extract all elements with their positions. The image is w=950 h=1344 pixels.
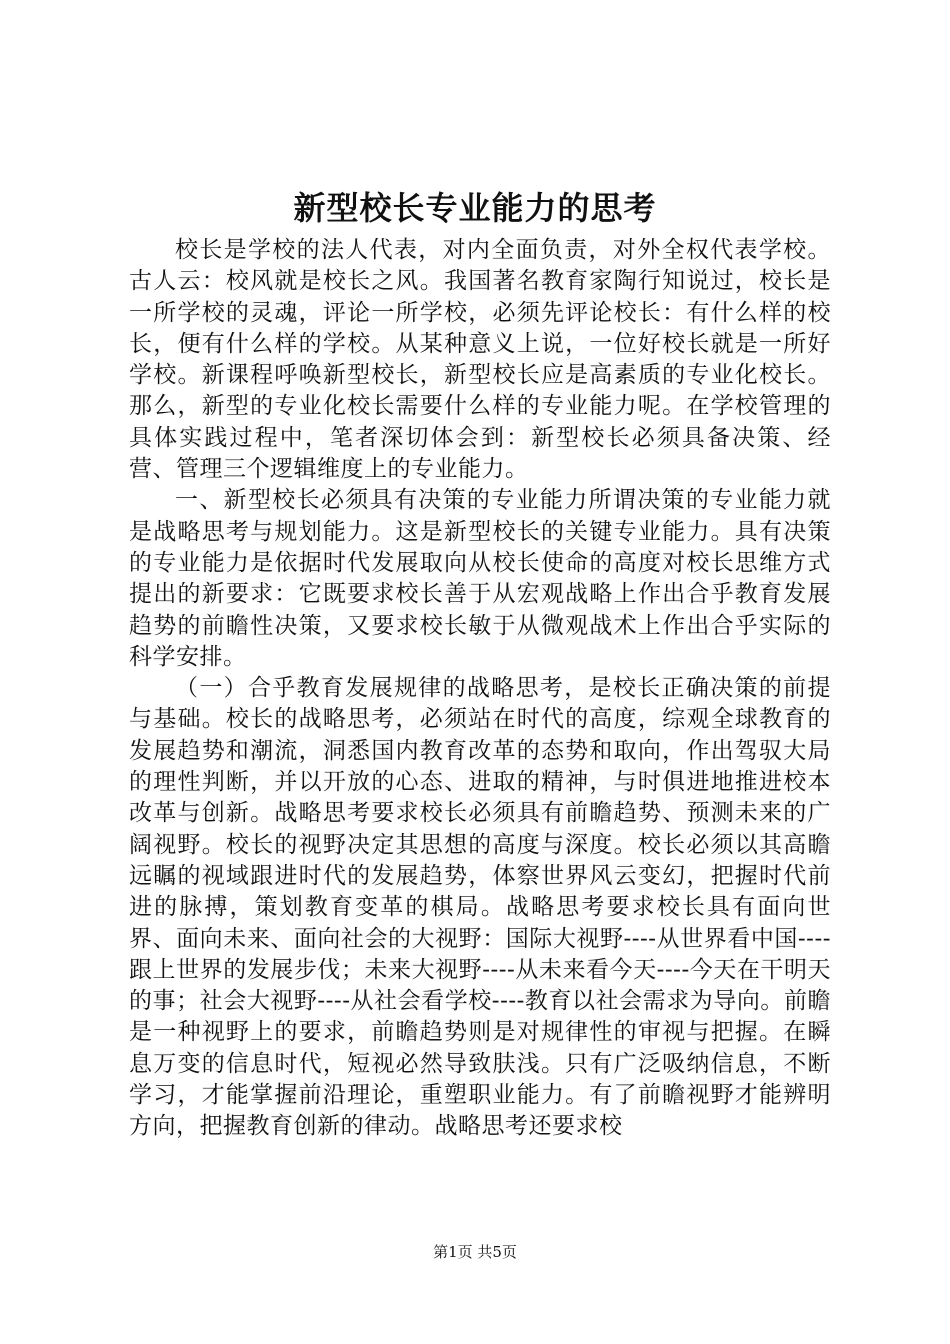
- paragraph-intro: 校长是学校的法人代表，对内全面负责，对外全权代表学校。古人云：校风就是校长之风。我国著名教育家陶行知说过，校长是一所学校的灵魂，评论一所学校，必须先评论校长：有什么样的校长，便有什么样的学校。从某种意义上说，一位好校长就是一所好学校。新课程呼唤新型校长，新型校长应是高素质的专业化校长。那么，新型的专业化校长需要什么样的专业能力呢。在学校管理的具体实践过程中，笔者深切体会到：新型校长必须具备决策、经营、管理三个逻辑维度上的专业能力。: [129, 237, 831, 483]
- paragraph-section-one: 一、新型校长必须具有决策的专业能力所谓决策的专业能力就是战略思考与规划能力。这是新型校长的关键专业能力。具有决策的专业能力是依据时代发展取向从校长使命的高度对校长思维方式提出的新要求：它既要求校长善于从宏观战略上作出合乎教育发展趋势的前瞻性决策，又要求校长敏于从微观战术上作出合乎实际的科学安排。: [129, 487, 831, 670]
- document-title: 新型校长专业能力的思考: [293, 189, 657, 227]
- page-footer: 第1页 共5页: [433, 1243, 517, 1261]
- document-body: [129, 235, 831, 1143]
- paragraph-subsection-one: （一）合乎教育发展规律的战略思考，是校长正确决策的前提与基础。校长的战略思考，必须站在时代的高度，综观全球教育的发展趋势和潮流，洞悉国内教育改革的态势和取向，作出驾驭大局的理性判断，并以开放的心态、进取的精神，与时俱进地推进校本改革与创新。战略思考要求校长必须具有前瞻趋势、预测未来的广阔视野。校长的视野决定其思想的高度与深度。校长必须以其高瞻远瞩的视域跟进时代的发展趋势，体察世界风云变幻，把握时代前进的脉搏，策划教育变革的棋局。战略思考要求校长具有面向世界、面向未来、面向社会的大视野：国际大视野----从世界看中国----跟上世界的发展步伐；未来大视野----从未来看今天----今天在干明天的事；社会大视野----从社会看学校----教育以社会需求为导向。前瞻是一种视野上的要求，前瞻趋势则是对规律性的审视与把握。在瞬息万变的信息时代，短视必然导致肤浅。只有广泛吸纳信息，不断学习，才能掌握前沿理论，重塑职业能力。有了前瞻视野才能辨明方向，把握教育创新的律动。战略思考还要求校: [129, 675, 831, 1140]
